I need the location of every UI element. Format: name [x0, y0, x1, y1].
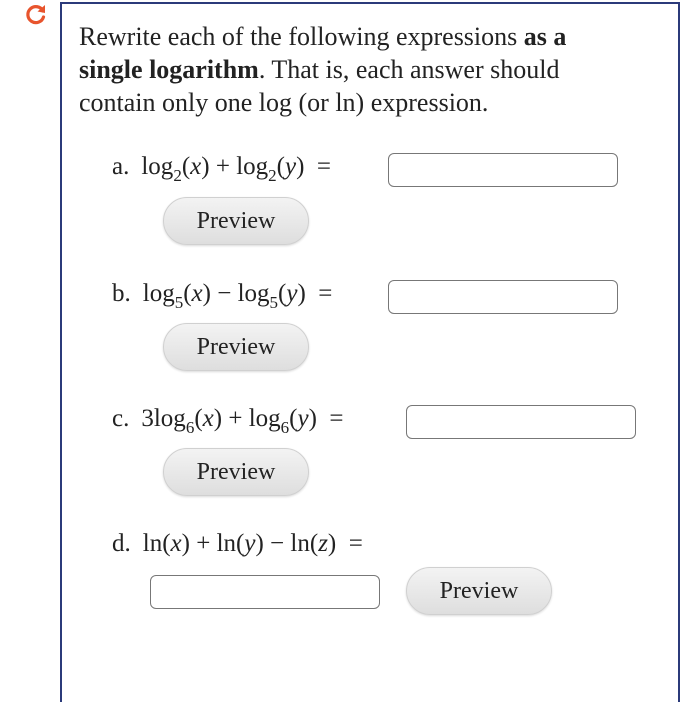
answer-input-d[interactable] — [150, 575, 380, 609]
answer-input-c[interactable] — [406, 405, 636, 439]
question-label: b. — [112, 280, 131, 307]
question-a — [112, 153, 332, 185]
answer-input-b[interactable] — [388, 280, 618, 314]
preview-button-d[interactable]: Preview — [406, 567, 552, 615]
math-expression: $\log_2(x) + \log_2(y)$ = — [141, 153, 332, 185]
preview-button-a[interactable]: Preview — [163, 197, 309, 245]
math-expression: ln(x) + ln(y) − ln(z) = — [142, 530, 363, 557]
answer-input-a[interactable] — [388, 153, 618, 187]
math-expression: $3\log_6(x) + \log_6(y)$ = — [141, 405, 344, 437]
math-expression: $\log_5(x) - \log_5(y)$ = — [142, 280, 333, 312]
preview-button-b[interactable]: Preview — [163, 323, 309, 371]
question-b — [112, 280, 333, 312]
preview-button-c[interactable]: Preview — [163, 448, 309, 496]
question-label: c. — [112, 405, 130, 432]
question-c — [112, 405, 344, 437]
emphasis-text: as a single logarithm — [79, 22, 567, 84]
question-label: d. — [112, 530, 131, 557]
question-label: a. — [112, 153, 130, 180]
reload-icon[interactable] — [24, 2, 48, 26]
question-d — [112, 530, 363, 558]
problem-instructions: Rewrite each of the following expressions as a single logarithm. That is, each answer should contain only one log (or ln) expression. — [79, 22, 567, 117]
